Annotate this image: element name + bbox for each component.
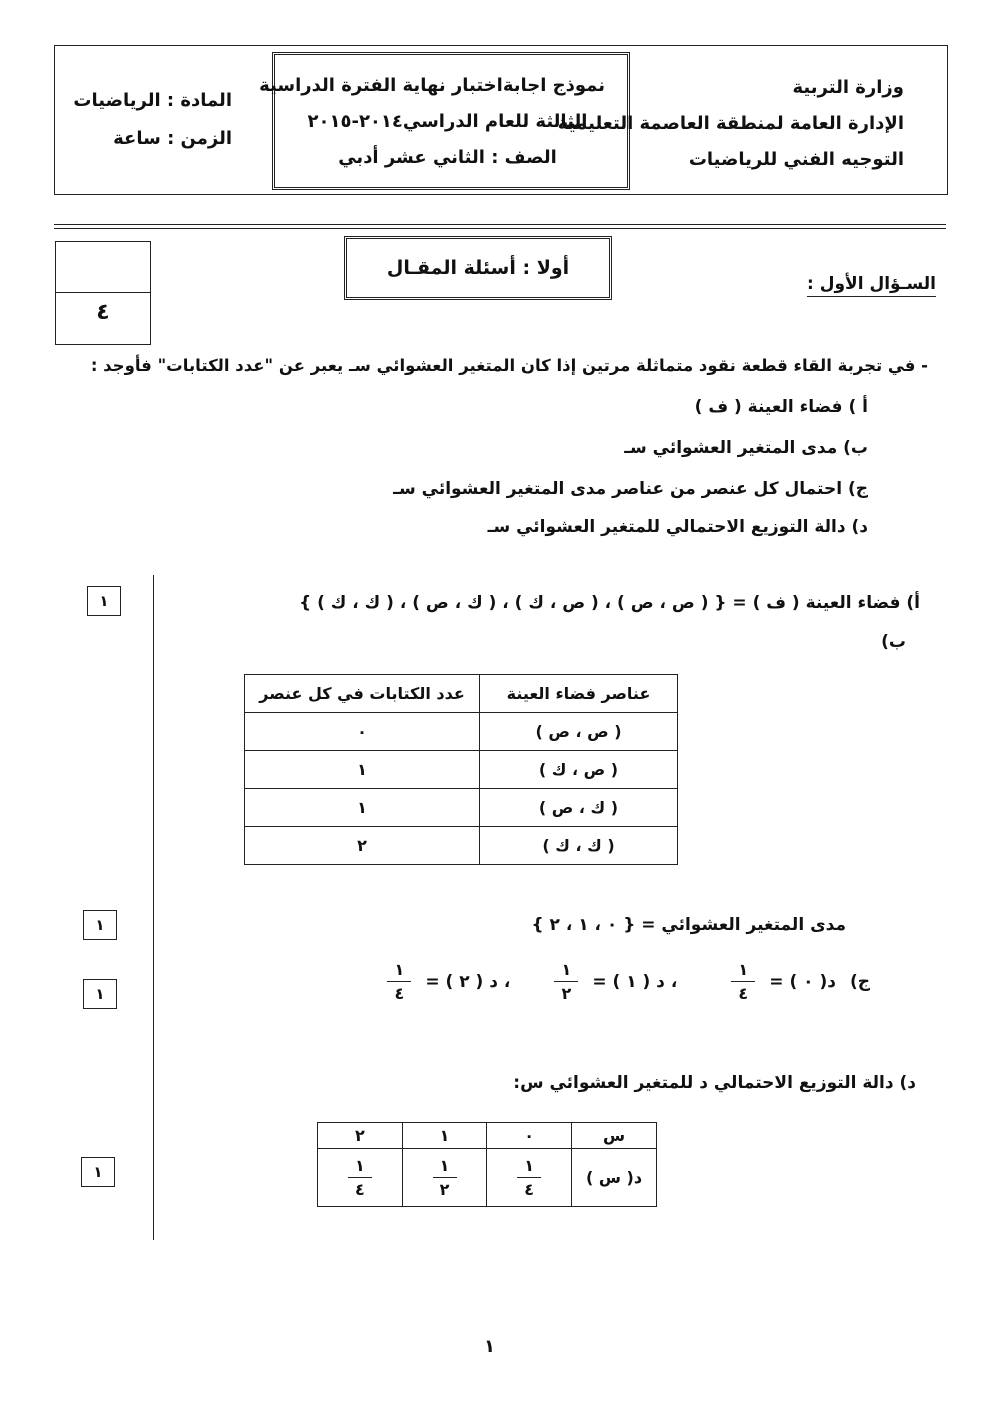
table1-cell: ١ <box>245 751 480 789</box>
exam-line-2: الثالثة للعام الدراسي٢٠١٤-٢٠١٥ <box>307 111 588 132</box>
table2-x-value: ١ <box>402 1123 487 1149</box>
problem-part-c: ج) احتمال كل عنصر من عناصر مدى المتغير العشوائي سـ <box>393 479 868 499</box>
table1-header-elements: عناصر فضاء العينة <box>480 675 678 713</box>
distribution-table <box>317 1122 657 1207</box>
table2-header-x: س <box>572 1123 657 1149</box>
exam-line-3: الصف : الثاني عشر أدبي <box>338 147 557 168</box>
answer-d: د) دالة التوزيع الاحتمالي د للمتغير العشوائي س: <box>513 1073 916 1093</box>
table1-cell: ٠ <box>245 713 480 751</box>
fraction-numerator: ١ <box>439 1156 450 1175</box>
fraction-numerator: ١ <box>524 1156 535 1175</box>
problem-part-a: أ ) فضاء العينة ( ف ) <box>694 397 868 417</box>
table2-p-value <box>487 1149 572 1207</box>
fraction-p0 <box>731 960 755 1003</box>
answer-c-p0: د( ٠ ) = <box>769 971 836 992</box>
problem-part-b: ب) مدى المتغير العشوائي سـ <box>624 438 868 458</box>
answer-c-label: ج) <box>849 971 870 992</box>
table1-cell: ( ص ، ك ) <box>480 751 678 789</box>
table1-header-count: عدد الكتابات في كل عنصر <box>245 675 480 713</box>
fraction-numerator: ١ <box>738 960 749 979</box>
margin-line <box>153 575 154 1240</box>
table1-cell: ( ص ، ص ) <box>480 713 678 751</box>
answer-c-p2: ، د ( ٢ ) = <box>425 971 511 992</box>
mark-d: ١ <box>81 1157 115 1187</box>
fraction-numerator: ١ <box>394 960 405 979</box>
table2-x-value: ٢ <box>318 1123 403 1149</box>
fraction-denominator: ٤ <box>394 984 405 1003</box>
table2-p-value <box>318 1149 403 1207</box>
answer-c-p1: ، د ( ١ ) = <box>592 971 678 992</box>
mark-c: ١ <box>83 979 117 1009</box>
sample-space-table <box>244 674 678 865</box>
exam-info-block <box>259 68 605 176</box>
answer-b-label: ب) <box>881 632 906 652</box>
table2-header-p: د( س ) <box>572 1149 657 1207</box>
score-box <box>55 241 151 345</box>
ministry-line-2: الإدارة العامة لمنطقة العاصمة التعليمية <box>557 113 904 134</box>
ministry-line-3: التوجيه الفني للرياضيات <box>688 149 904 170</box>
fraction-p2 <box>387 960 411 1003</box>
exam-line-1: نموذج اجابةاختبار نهاية الفترة الدراسية <box>259 75 605 96</box>
question-label: السـؤال الأول : <box>807 274 936 297</box>
table1-cell: ١ <box>245 789 480 827</box>
fraction-numerator: ١ <box>561 960 572 979</box>
answer-range: مدى المتغير العشوائي = { ٠ ، ١ ، ٢ } <box>531 915 846 935</box>
table2-x-value: ٠ <box>487 1123 572 1149</box>
fraction-denominator: ٤ <box>738 984 749 1003</box>
fraction-denominator: ٢ <box>439 1180 450 1199</box>
fraction-denominator: ٤ <box>354 1180 365 1199</box>
problem-part-d: د) دالة التوزيع الاحتمالي للمتغير العشوائي سـ <box>487 517 868 537</box>
table2-p-value <box>402 1149 487 1207</box>
mark-a: ١ <box>87 586 121 616</box>
fraction-denominator: ٤ <box>524 1180 535 1199</box>
table1-cell: ( ك ، ص ) <box>480 789 678 827</box>
duration-line: الزمن : ساعة <box>113 128 232 149</box>
fraction-numerator: ١ <box>354 1156 365 1175</box>
fraction-p1 <box>554 960 578 1003</box>
ministry-block <box>558 70 904 178</box>
ministry-line-1: وزارة التربية <box>792 77 904 98</box>
problem-statement: - في تجربة القاء قطعة نقود متماثلة مرتين إذا كان المتغير العشوائي سـ يعبر عن "عدد الكتابات" فأوجد : <box>90 356 928 375</box>
answer-c <box>387 960 870 1003</box>
fraction-denominator: ٢ <box>561 984 572 1003</box>
header-divider <box>54 224 946 229</box>
answer-a: أ) فضاء العينة ( ف ) = { ( ص ، ص ) ، ( ص ، ك ) ، ( ك ، ص ) ، ( ك ، ك ) } <box>299 593 920 613</box>
subject-block <box>73 82 232 158</box>
score-total: ٤ <box>96 300 110 325</box>
page-number: ١ <box>484 1336 495 1357</box>
table1-cell: ( ك ، ك ) <box>480 827 678 865</box>
mark-b: ١ <box>83 910 117 940</box>
subject-line: المادة : الرياضيات <box>73 90 232 111</box>
section-title: أولا : أسئلة المقـال <box>344 236 612 300</box>
table1-cell: ٢ <box>245 827 480 865</box>
